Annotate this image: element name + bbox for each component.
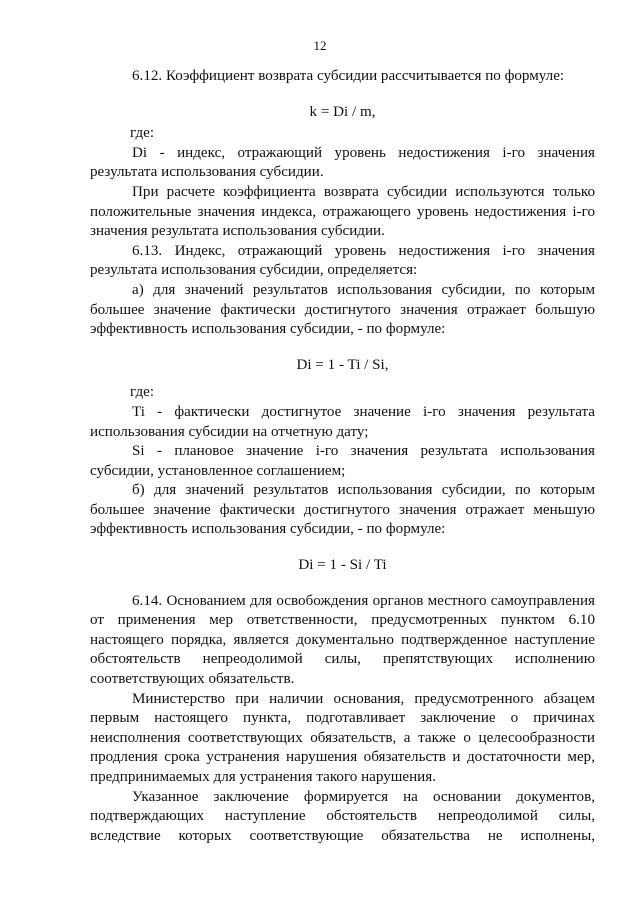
item-b: б) для значений результатов использования субсидии, по которым большее значение фактически достигнутого значения отражает меньшую эффективность использования субсидии, - по формуле: — [90, 482, 595, 538]
paragraph-positive-values: При расчете коэффициента возврата субсидии используются только положительные значения индекса, отражающего уровень недостижения i-го значения результата использования субсидии. — [90, 183, 595, 240]
where-label-2: где: — [130, 384, 155, 401]
paragraph-ministry: Министерство при наличии основания, предусмотренного абзацем первым настоящего пункта, подготавливает заключение о причинах неисполнения соответствующих обязательств, а также о целесообразности продления срока устранения нарушения обязательств и достаточности мер, предпринимаемых для устранения такого нарушения. — [90, 690, 595, 785]
clause-6-12: 6.12. Коэффициент возврата субсидии рассчитывается по формуле: — [132, 68, 565, 84]
definition-di: Di - индекс, отражающий уровень недостижения i-го значения результата использования субсидии. — [90, 144, 595, 181]
definition-ti: Ti - фактически достигнутое значение i-го значения результата использования субсидии на отчетную дату; — [90, 403, 595, 440]
where-label: где: — [130, 125, 155, 142]
document-body — [90, 67, 595, 846]
definition-si: Si - плановое значение i-го значения результата использования субсидии, установленное соглашением; — [90, 443, 595, 479]
formula-di-b: Di = 1 - Si / Ti — [298, 557, 387, 574]
clause-6-13: 6.13. Индекс, отражающий уровень недостижения i-го значения результата использования субсидии, определяется: — [90, 242, 595, 279]
page-number: 12 — [313, 38, 327, 53]
formula-k: k = Di / m, — [309, 103, 376, 120]
clause-6-14: 6.14. Основанием для освобождения органов местного самоуправления от применения мер ответственности, предусмотренных пунктом 6.10 настоящего порядка, является документально подтвержденное наступление обстоятельств непреодолимой силы, препятствующих исполнению соответствующих обязательств. — [90, 592, 595, 688]
paragraph-conclusion: Указанное заключение формируется на основании документов, подтверждающих наступление обстоятельств непреодолимой силы, вследствие которых соответствующие обязательства не исполнены, — [90, 788, 595, 844]
formula-di-a: Di = 1 - Ti / Si, — [296, 356, 389, 373]
item-a: а) для значений результатов использования субсидии, по которым большее значение фактически достигнутого значения отражает большую эффективность использования субсидии, - по формуле: — [90, 281, 595, 338]
